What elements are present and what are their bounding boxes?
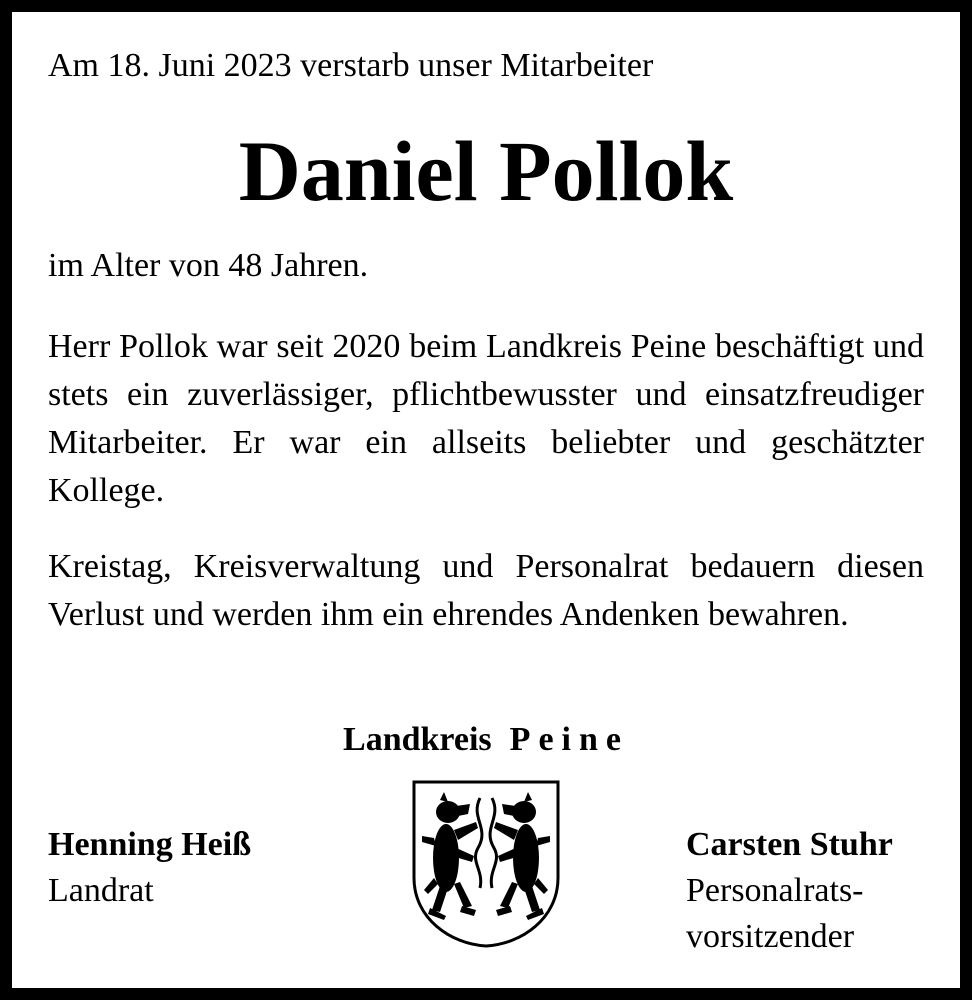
tribute-paragraph: Herr Pollok war seit 2020 beim Landkreis Peine beschäftigt und stets ein zuverlässiger, pflichtbewusster und einsatzfreudiger Mitarbeiter. Er war ein allseits beliebter und geschätzter Kollege.: [48, 328, 924, 509]
intro-text: Am 18. Juni 2023 verstarb unser Mitarbeiter: [48, 47, 654, 84]
organization-heading: [0, 718, 972, 762]
signatory-left-name: Henning Heiß: [48, 826, 252, 863]
signatory-right-role-line2: vorsitzender: [686, 918, 855, 955]
condolence-paragraph: Kreistag, Kreisverwaltung und Personalrat bedauern diesen Verlust und werden ihm ein ehrendes Andenken bewahren.: [48, 548, 924, 633]
organization-word-peine: Peine: [509, 721, 629, 758]
signatory-left: [48, 822, 251, 914]
age-text: im Alter von 48 Jahren.: [48, 247, 369, 284]
signatory-right-role-line1: Personalrats-: [686, 872, 864, 909]
coat-of-arms-icon: [410, 778, 562, 950]
signatory-left-role: Landrat: [48, 872, 154, 909]
organization-word-landkreis: Landkreis: [343, 721, 492, 758]
signatory-right-name: Carsten Stuhr: [686, 826, 893, 863]
signatory-right: [686, 822, 893, 960]
deceased-name: Daniel Pollok: [238, 123, 734, 219]
